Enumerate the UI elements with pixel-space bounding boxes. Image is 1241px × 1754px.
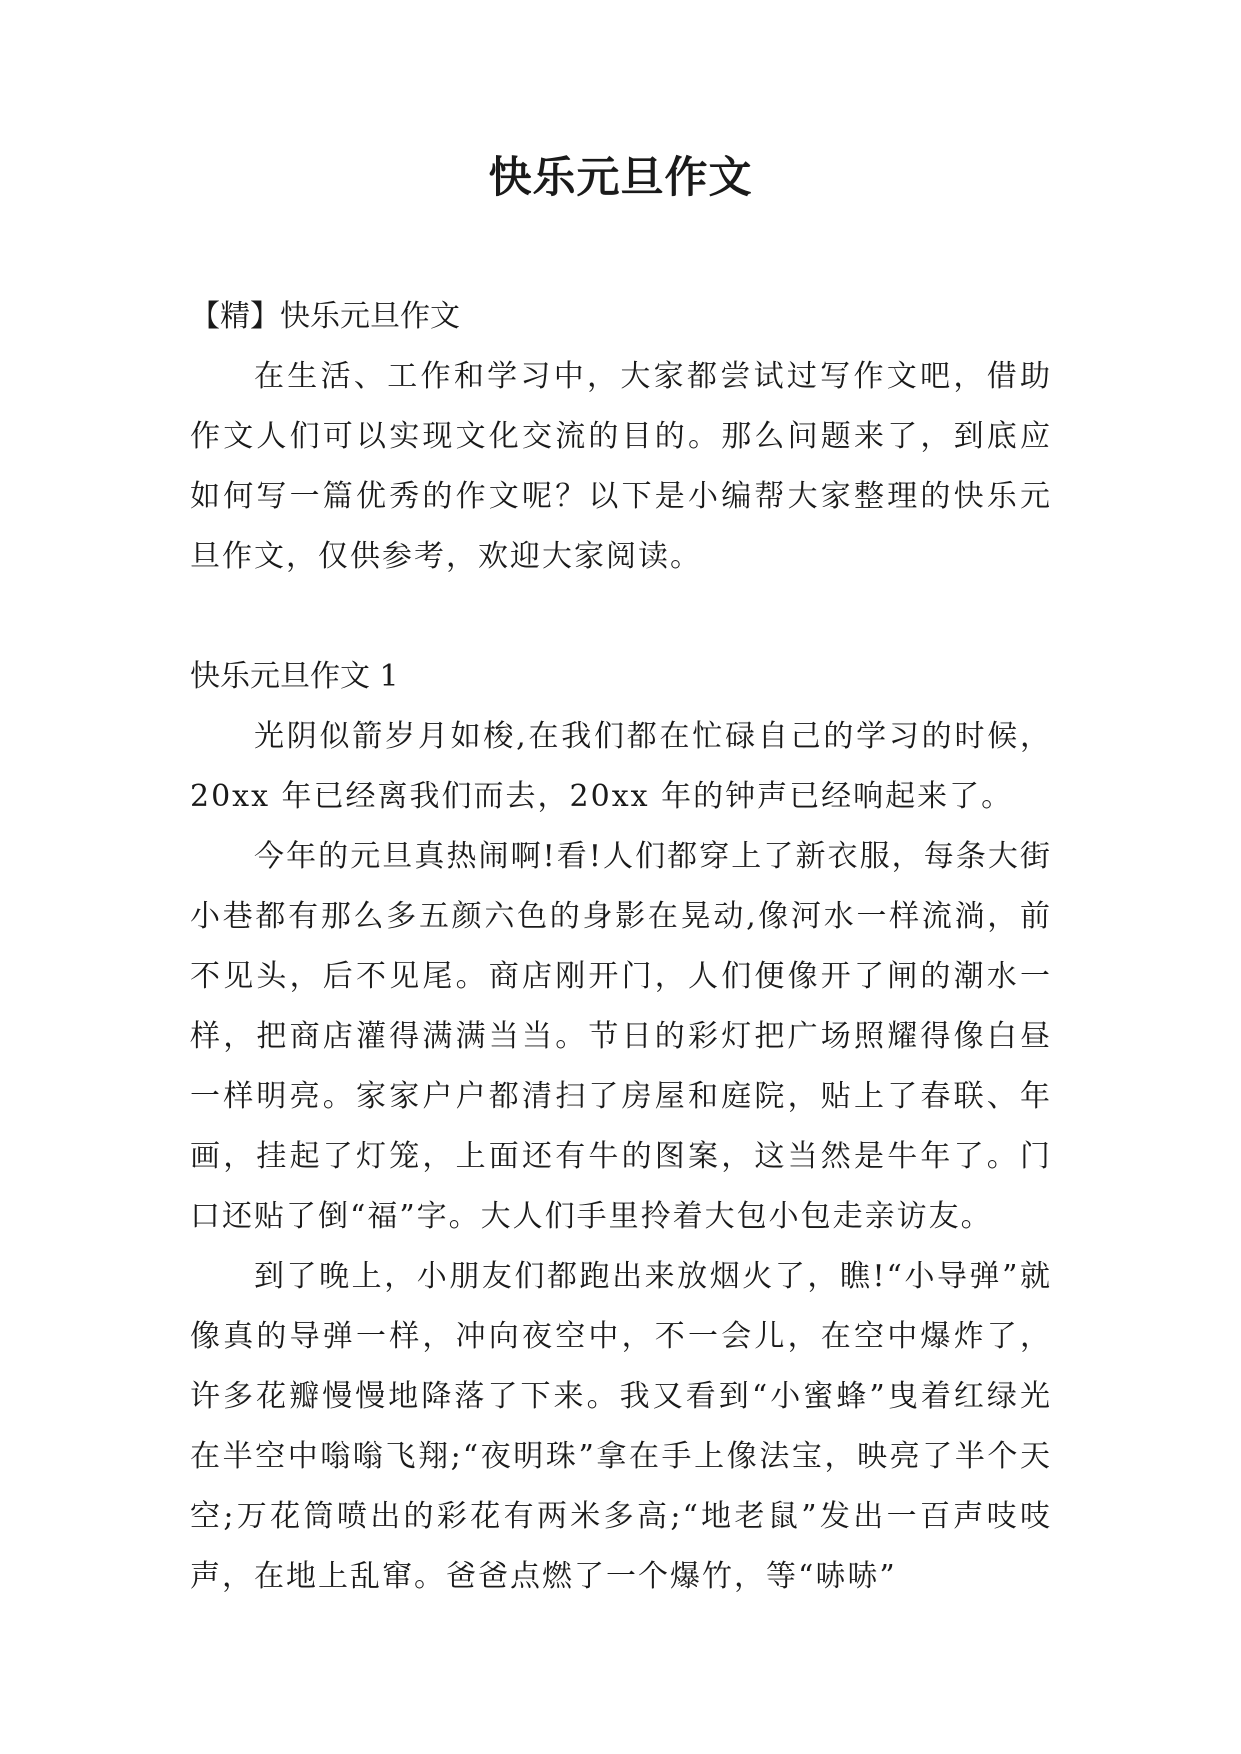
section-heading: 快乐元旦作文 1: [190, 659, 399, 694]
document-body: [190, 287, 1052, 1607]
body-paragraph: 到了晚上，小朋友们都跑出来放烟火了，瞧!“小导弹”就像真的导弹一样，冲向夜空中，不一会儿，在空中爆炸了，许多花瓣慢慢地降落了下来。我又看到“小蜜蜂”曳着红绿光在半空中嗡嗡飞翔;“夜明珠”拿在手上像法宝，映亮了半个天空;万花筒喷出的彩花有两米多高;“地老鼠”发出一百声吱吱声，在地上乱窜。爸爸点燃了一个爆竹，等“哧哧”: [190, 1259, 1052, 1594]
document-subtitle: 【精】快乐元旦作文: [190, 299, 460, 334]
body-paragraph: 光阴似箭岁月如梭,在我们都在忙碌自己的学习的时候，20xx 年已经离我们而去，20xx 年的钟声已经响起来了。: [190, 719, 1052, 814]
body-paragraph: 今年的元旦真热闹啊!看!人们都穿上了新衣服，每条大街小巷都有那么多五颜六色的身影在晃动,像河水一样流淌，前不见头，后不见尾。商店刚开门，人们便像开了闸的潮水一样，把商店灌得满满当当。节日的彩灯把广场照耀得像白昼一样明亮。家家户户都清扫了房屋和庭院，贴上了春联、年画，挂起了灯笼，上面还有牛的图案，这当然是牛年了。门口还贴了倒“福”字。大人们手里拎着大包小包走亲访友。: [190, 839, 1052, 1234]
intro-paragraph: 在生活、工作和学习中，大家都尝试过写作文吧，借助作文人们可以实现文化交流的目的。那么问题来了，到底应如何写一篇优秀的作文呢？以下是小编帮大家整理的快乐元旦作文，仅供参考，欢迎大家阅读。: [190, 359, 1052, 574]
document-title: 快乐元旦作文: [488, 153, 753, 203]
